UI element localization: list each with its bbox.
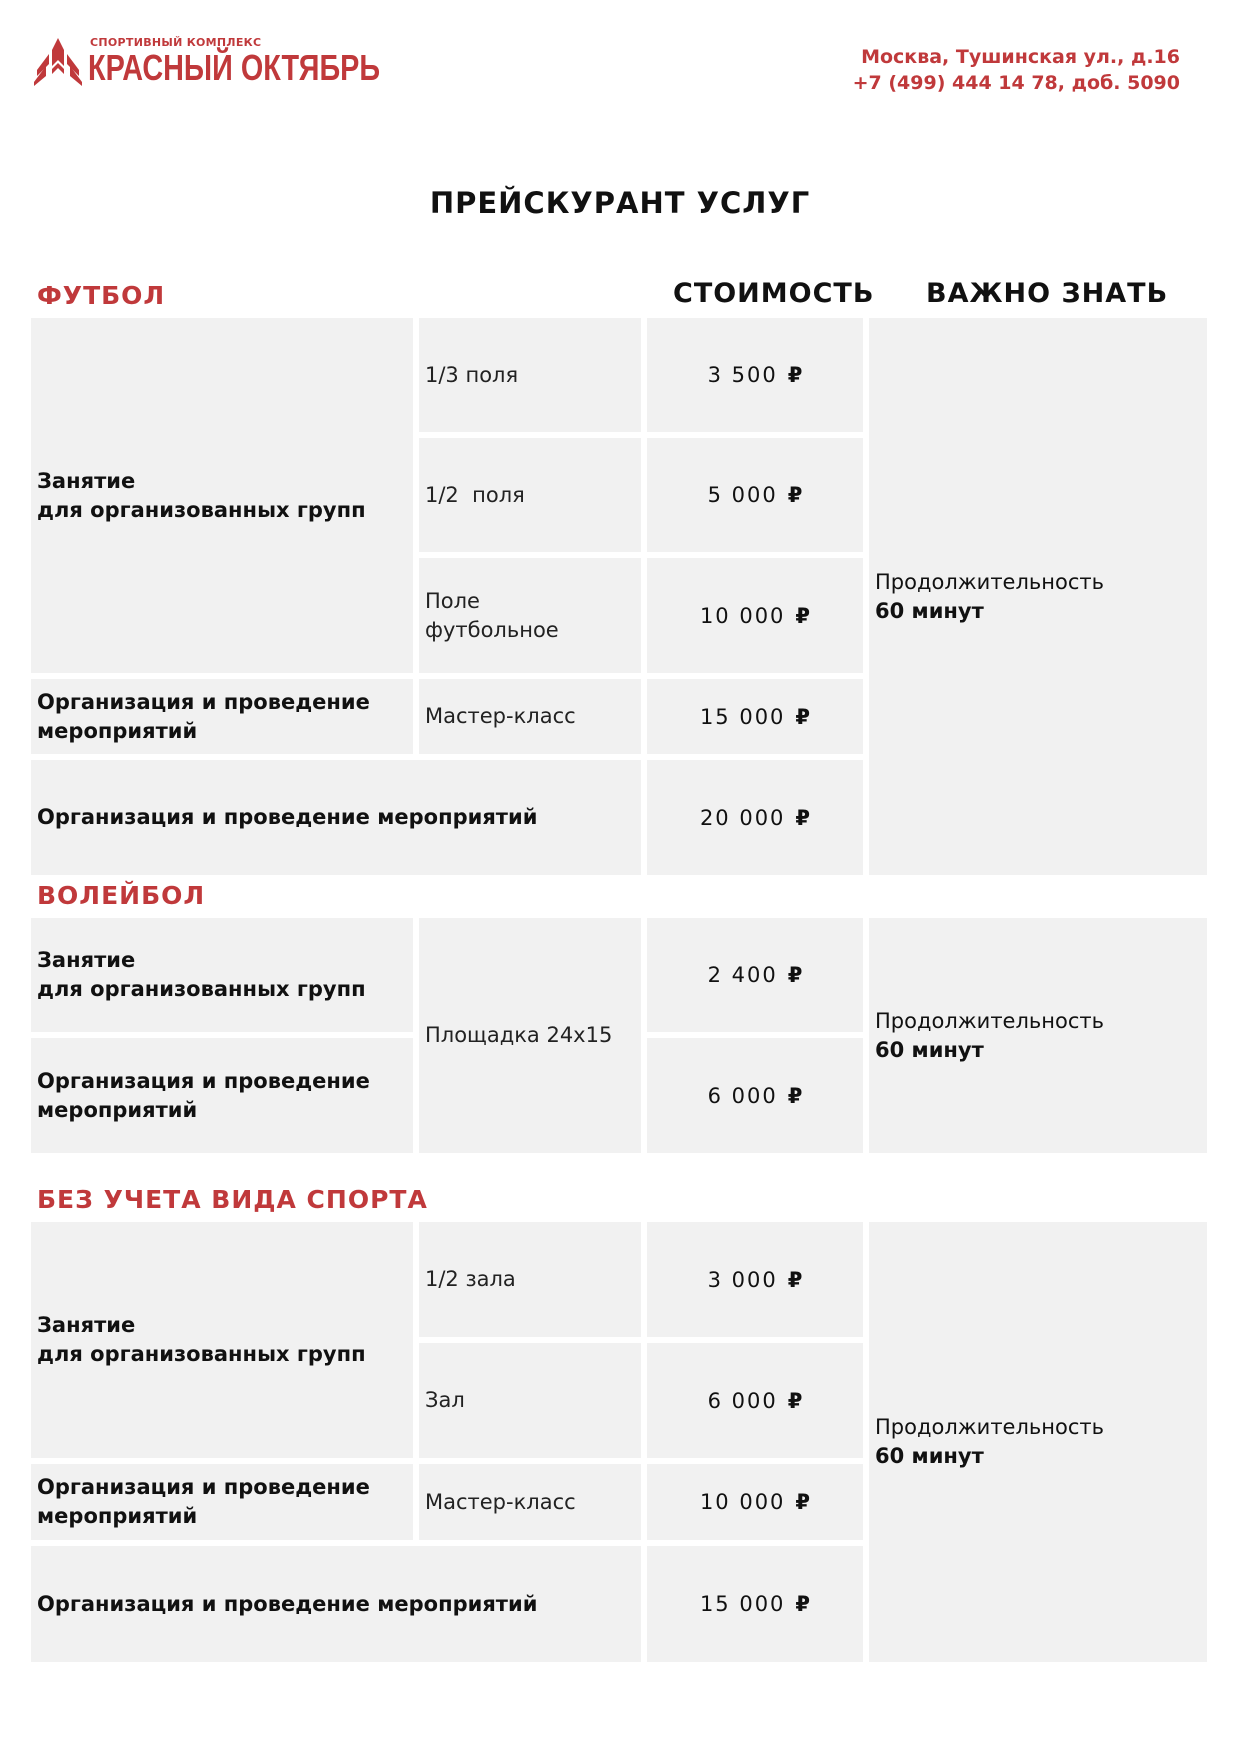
general-option: 1/2 зала xyxy=(419,1222,641,1337)
football-group-label: Занятие для организованных групп xyxy=(31,318,413,673)
price-cell xyxy=(647,1464,863,1540)
football-note: Продолжительность 60 минут xyxy=(869,318,1207,875)
price-value: 3 000 xyxy=(707,1267,778,1292)
price-cell xyxy=(647,1038,863,1153)
volleyball-event-label: Организация и проведение мероприятий xyxy=(31,1038,413,1153)
price-cell xyxy=(647,1222,863,1337)
page-title: ПРЕЙСКУРАНТ УСЛУГ xyxy=(429,186,811,220)
football-event-label-full: Организация и проведение мероприятий xyxy=(31,760,641,875)
price-cell xyxy=(647,760,863,875)
price-value: 10 000 xyxy=(699,1490,786,1514)
section-title-general: БЕЗ УЧЕТА ВИДА СПОРТА xyxy=(37,1185,428,1214)
volleyball-group-label: Занятие для организованных групп xyxy=(31,918,413,1032)
currency-sign: ₽ xyxy=(787,483,803,507)
currency-sign: ₽ xyxy=(795,603,811,628)
phone: +7 (499) 444 14 78, доб. 5090 xyxy=(852,72,1180,94)
general-group-label: Занятие для организованных групп xyxy=(31,1222,413,1458)
logo-emblem-icon xyxy=(33,36,83,86)
price-cell xyxy=(647,679,863,754)
price-cell xyxy=(647,918,863,1032)
currency-sign: ₽ xyxy=(787,1083,803,1108)
football-option: Мастер-класс xyxy=(419,679,641,754)
football-option: 1/3 поля xyxy=(419,318,641,432)
price-value: 6 000 xyxy=(707,1083,778,1108)
general-event-label: Организация и проведение мероприятий xyxy=(31,1464,413,1540)
volleyball-note: Продолжительность 60 минут xyxy=(869,918,1207,1153)
currency-sign: ₽ xyxy=(795,1490,811,1514)
price-value: 15 000 xyxy=(699,704,786,729)
column-header-price: СТОИМОСТЬ xyxy=(673,278,875,309)
currency-sign: ₽ xyxy=(795,805,811,830)
price-value: 6 000 xyxy=(707,1388,778,1413)
football-option: Поле футбольное xyxy=(419,558,641,673)
general-event-label-full: Организация и проведение мероприятий xyxy=(31,1546,641,1662)
logo-title: КРАСНЫЙ ОКТЯБРЬ xyxy=(88,47,381,88)
volleyball-venue: Площадка 24х15 xyxy=(419,918,641,1153)
section-title-football: ФУТБОЛ xyxy=(37,281,166,310)
currency-sign: ₽ xyxy=(787,963,803,987)
price-cell xyxy=(647,438,863,552)
price-cell xyxy=(647,1343,863,1458)
currency-sign: ₽ xyxy=(795,704,811,729)
currency-sign: ₽ xyxy=(795,1592,811,1616)
currency-sign: ₽ xyxy=(787,1267,803,1292)
price-value: 3 500 xyxy=(707,363,778,387)
currency-sign: ₽ xyxy=(787,363,803,387)
price-cell xyxy=(647,318,863,432)
column-header-note: ВАЖНО ЗНАТЬ xyxy=(926,278,1169,309)
logo xyxy=(33,36,381,90)
price-value: 10 000 xyxy=(699,603,786,628)
price-cell xyxy=(647,1546,863,1662)
price-value: 15 000 xyxy=(699,1592,786,1616)
football-option: 1/2 поля xyxy=(419,438,641,552)
price-cell xyxy=(647,558,863,673)
general-option: Зал xyxy=(419,1343,641,1458)
address: Москва, Тушинская ул., д.16 xyxy=(861,46,1180,68)
football-event-label: Организация и проведение мероприятий xyxy=(31,679,413,754)
price-value: 5 000 xyxy=(707,483,778,507)
section-title-volleyball: ВОЛЕЙБОЛ xyxy=(37,881,206,910)
contacts xyxy=(853,44,1180,96)
general-option: Мастер-класс xyxy=(419,1464,641,1540)
logo-subtitle: СПОРТИВНЫЙ КОМПЛЕКС xyxy=(90,36,262,49)
currency-sign: ₽ xyxy=(787,1388,803,1413)
general-note: Продолжительность 60 минут xyxy=(869,1222,1207,1662)
price-value: 2 400 xyxy=(707,963,778,987)
price-value: 20 000 xyxy=(699,805,786,830)
